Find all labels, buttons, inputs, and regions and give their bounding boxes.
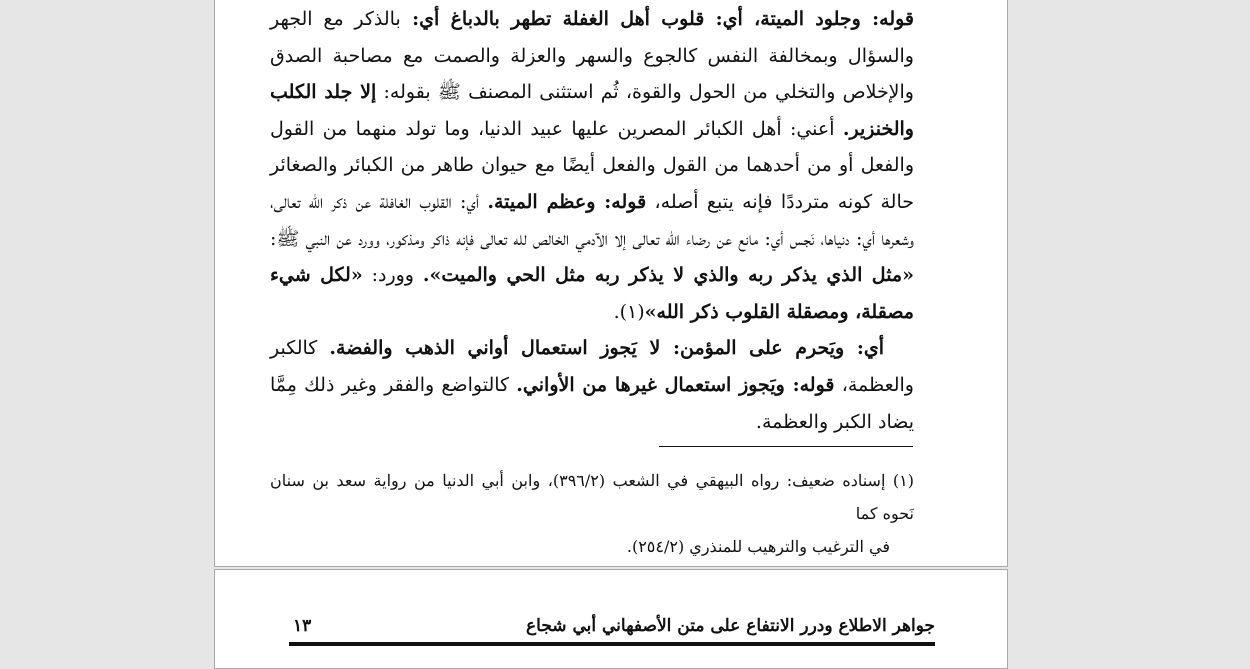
document-page: [214, 0, 1008, 567]
book-title: جواهر الاطلاع ودرر الانتفاع على متن الأصفهاني أبي شجاع: [526, 616, 935, 636]
text-segment: كالتواضع والفقر وغير ذلك مِمَّا يضاد الكبر والعظمة.: [270, 373, 914, 433]
body-text: [270, 1, 914, 440]
bold-text-segment: قوله: وجلود الميتة، أي: قلوب أهل الغفلة تطهر بالدباغ أي:: [400, 8, 915, 30]
footnote-separator: [659, 446, 913, 447]
text-segment: (١).: [613, 300, 645, 323]
text-segment: كالكبر والعظمة،: [270, 337, 914, 396]
bold-text-segment: «لكل شيء مصقلة، ومصقلة القلوب ذكر الله»: [270, 264, 914, 323]
text-segment: أعني: أهل الكبائر المصرين عليها عبيد الدنيا، وما تولد منهما من القول والفعل أو من أحدهما من القول والفعل أيضًا مع حيوان طاهر من الكبائر والصغائر حالة كونه مترددًا فإنه يتبع أصله،: [270, 117, 914, 213]
bold-text-segment: قوله: ويَجوز استعمال غيرها من الأواني.: [516, 373, 835, 396]
bold-text-segment: إلا جلد الكلب والخنزير.: [270, 81, 914, 140]
footnote: [270, 464, 914, 563]
bold-text-segment: قوله: وعظم الميتة.: [487, 190, 647, 213]
bold-text-segment: لا يَجوز استعمال أواني الذهب والفضة.: [329, 337, 661, 360]
document-page: [214, 569, 1008, 669]
footnote-line: في الترغيب والترهيب للمنذري (٢٥٤/٢).: [626, 537, 890, 556]
paragraph: [270, 1, 914, 330]
page-number: ١٣: [293, 616, 312, 636]
header-rule: [289, 642, 935, 646]
bold-text-segment: «مثل الذي يذكر ربه والذي لا يذكر ربه مثل الحي والميت».: [422, 264, 914, 287]
footnote-line: (١) إسناده ضعيف: رواه البيهقي في الشعب (٣٩٦/٢)، وابن أبي الدنيا من رواية سعد بن سنان نَحوه كما: [270, 471, 914, 523]
running-header: [289, 616, 935, 644]
bold-text-segment: أي: ويَحرم على المؤمن:: [660, 337, 885, 360]
text-segment: أي: القلوب الغافلة عن ذكر الله تعالى، وشعرها أي: دنياها، نَجس أي: مانع عن رضاء الله تعالى إلا الآدمي الخالص لله تعالى فإنه ذاكر ومذكور، وورد عن النبي ﷺ:: [270, 190, 914, 250]
paragraph: [270, 330, 914, 440]
text-segment: وورد:: [362, 264, 423, 287]
text-segment: بالذكر مع الجهر والسؤال وبمخالفة النفس كالجوع والسهر والعزلة والصمت مع مصاحبة الصدق والإخلاص والتخلي من الحول والقوة، ثُم استثنى المصنف ﷺ بقوله:: [270, 8, 914, 104]
